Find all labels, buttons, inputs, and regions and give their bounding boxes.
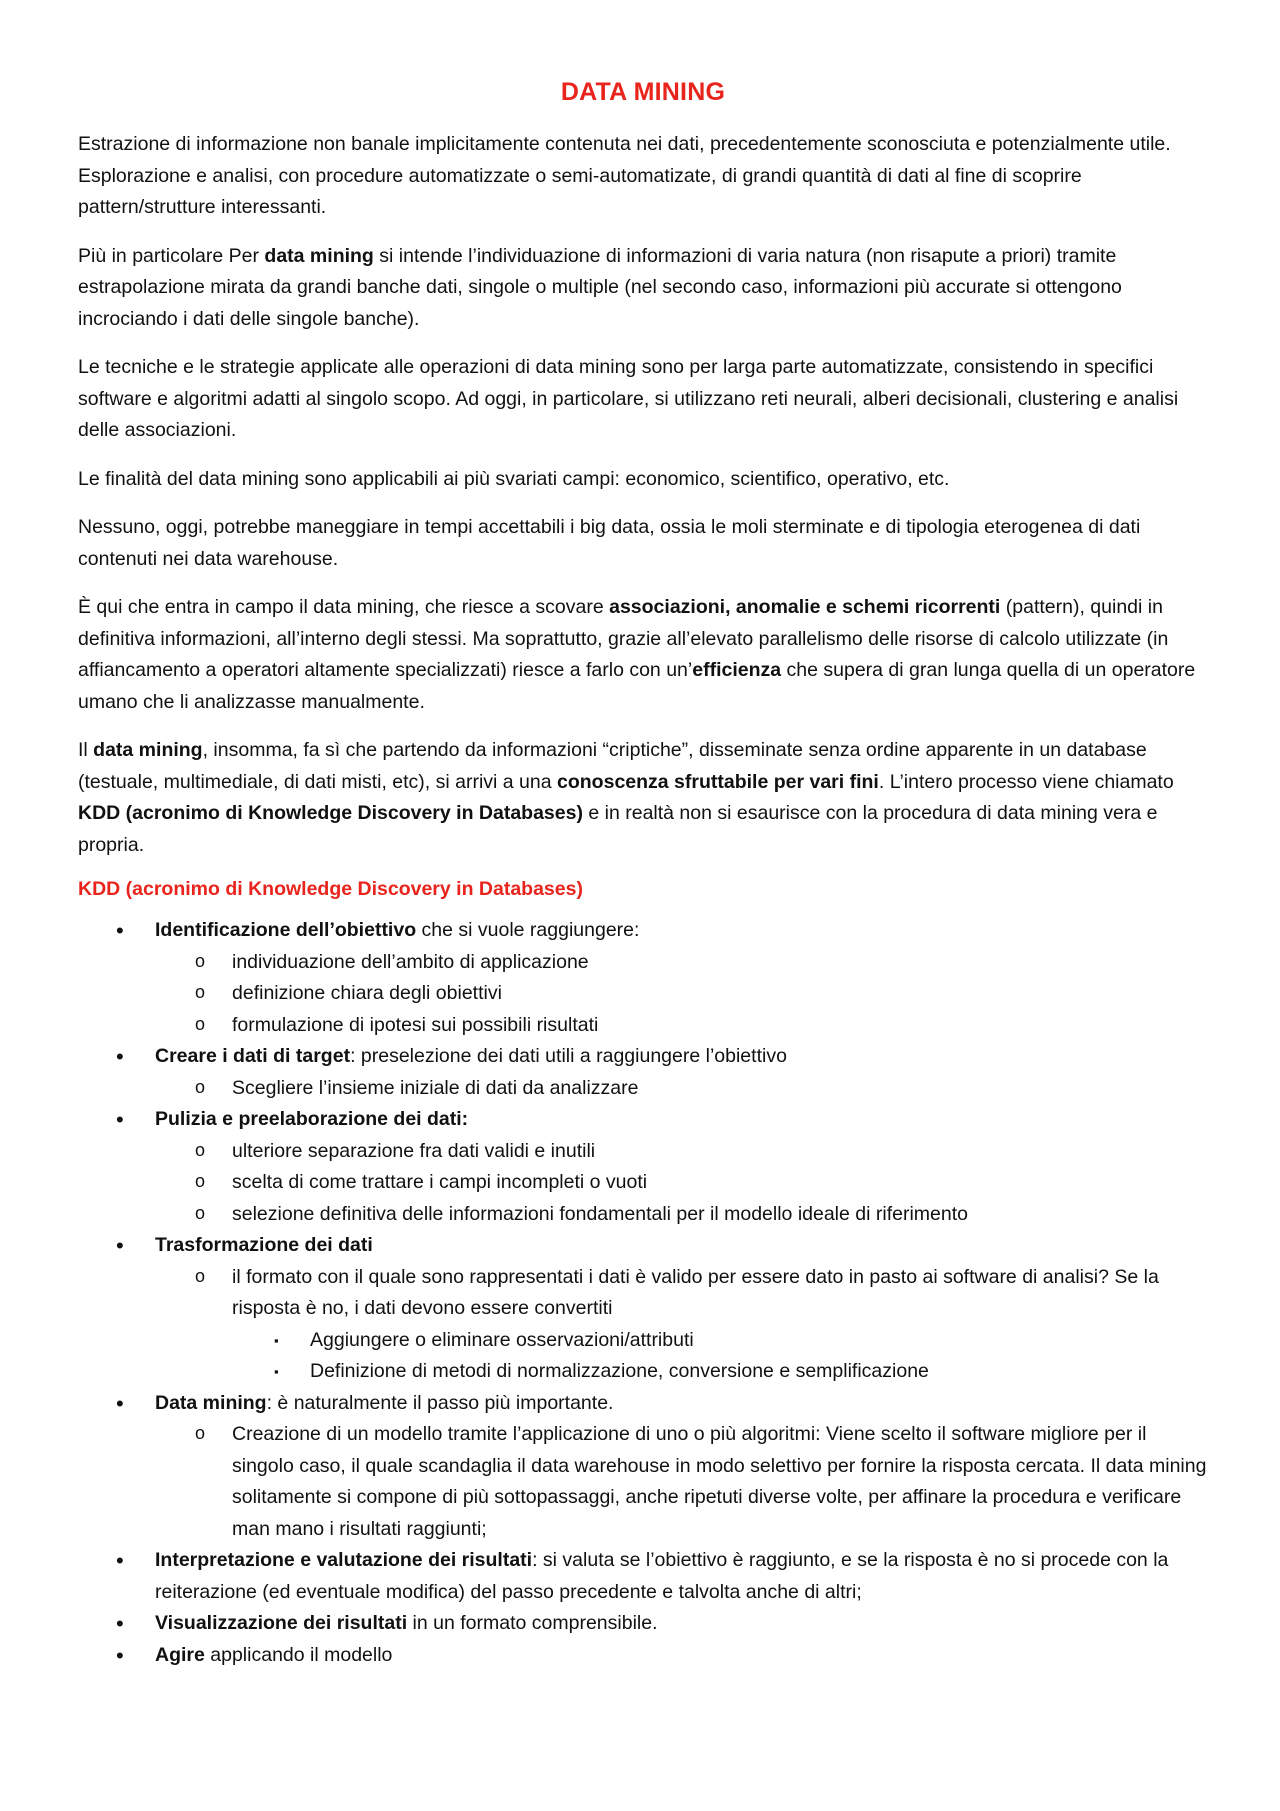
- paragraph-definition: Estrazione di informazione non banale implicitamente contenuta nei dati, precedentemente sconosciuta e potenzialmente utile. Esplorazione e analisi, con procedure automatizzate o semi-automatizate, di grandi quantità di dati al fine di scoprire pattern/strutture interessanti.: [78, 133, 1171, 218]
- list-item: • Pulizia e preelaborazione dei dati:: [78, 1104, 1208, 1136]
- list-subitem: o il formato con il quale sono rappresentati i dati è valido per essere dato in pasto ai software di analisi? Se la risposta è no, i dati devono essere convertiti: [78, 1262, 1208, 1325]
- bold-term: data mining: [264, 244, 374, 267]
- square-bullet-icon: ▪: [274, 1364, 279, 1379]
- bold-term: conoscenza sfruttabile per vari fini: [557, 770, 879, 793]
- paragraph-big-data: Nessuno, oggi, potrebbe maneggiare in tempi accettabili i big data, ossia le moli sterminate e di tipologia eterogenea di dati contenuti nei data warehouse.: [78, 516, 1141, 570]
- list-subsubitem: ▪ Aggiungere o eliminare osservazioni/attributi: [78, 1325, 1208, 1357]
- list-item: • Interpretazione e valutazione dei risultati: si valuta se l’obiettivo è raggiunto, e se la risposta è no si procede con la reiterazione (ed eventuale modifica) del passo precedente e talvolta anche di altri;: [78, 1545, 1208, 1608]
- bullet-icon: •: [116, 1611, 124, 1636]
- kdd-steps-list: [78, 915, 1208, 1671]
- paragraph-data-mining-detail: Più in particolare Per data mining si intende l’individuazione di informazioni di varia natura (non risapute a priori) tramite estrapolazione mirata da grandi banche dati, singole o multiple (nel secondo caso, informazioni più accurate si ottengono incrociando i dati delle singole banche).: [78, 244, 1122, 330]
- list-item: • Identificazione dell’obiettivo che si vuole raggiungere:: [78, 915, 1208, 947]
- square-bullet-icon: ▪: [274, 1332, 279, 1348]
- list-item: • Data mining: è naturalmente il passo più importante.: [78, 1388, 1208, 1420]
- bold-term: efficienza: [692, 659, 782, 681]
- circle-bullet-icon: o: [195, 1139, 206, 1160]
- circle-bullet-icon: o: [195, 982, 206, 1002]
- list-subitem: o definizione chiara degli obiettivi: [78, 978, 1208, 1010]
- circle-bullet-icon: o: [195, 1423, 206, 1443]
- section-heading-kdd: KDD (acronimo di Knowledge Discovery in Databases): [78, 878, 583, 900]
- list-subitem: o scelta di come trattare i campi incompleti o vuoti: [78, 1167, 1208, 1199]
- paragraph-kdd-intro: Il data mining, insomma, fa sì che partendo da informazioni “criptiche”, disseminate senza ordine apparente in un database (testuale, multimediale, di dati misti, etc), si arrivi a una conoscenza sfruttabile per vari fini. L’intero processo viene chiamato KDD (acronimo di Knowledge Discovery in Databases) e in realtà non si esaurisce con la procedura di data mining vera e propria.: [78, 739, 1174, 856]
- list-subitem: o Creazione di un modello tramite l’applicazione di uno o più algoritmi: Viene scelto il software migliore per il singolo caso, il quale scandaglia il data warehouse in modo selettivo per fornire la risposta cercata. Il data mining solitamente si compone di più sottopassaggi, anche ripetuti diverse volte, per affinare la procedura e verificare man mano i risultati raggiunti;: [78, 1419, 1208, 1545]
- bold-term: associazioni, anomalie e schemi ricorrenti: [609, 596, 1001, 618]
- list-subitem: o formulazione di ipotesi sui possibili risultati: [78, 1010, 1208, 1042]
- bullet-icon: •: [116, 918, 124, 943]
- paragraph-purposes: Le finalità del data mining sono applicabili ai più svariati campi: economico, scientifico, operativo, etc.: [78, 467, 950, 490]
- list-subitem: o individuazione dell’ambito di applicazione: [78, 947, 1208, 979]
- bullet-icon: •: [116, 1390, 124, 1416]
- bullet-icon: •: [116, 1642, 124, 1668]
- page-title: DATA MINING: [560, 78, 726, 106]
- list-subitem: o selezione definitiva delle informazioni fondamentali per il modello ideale di riferimento: [78, 1199, 1208, 1231]
- circle-bullet-icon: o: [195, 1265, 206, 1286]
- bullet-icon: •: [116, 1107, 124, 1132]
- circle-bullet-icon: o: [195, 1202, 206, 1223]
- circle-bullet-icon: o: [195, 1171, 206, 1191]
- list-item: • Creare i dati di target: preselezione dei dati utili a raggiungere l’obiettivo: [78, 1041, 1208, 1073]
- bullet-icon: •: [116, 1233, 124, 1258]
- list-subsubitem: ▪ Definizione di metodi di normalizzazione, conversione e semplificazione: [78, 1356, 1208, 1388]
- bold-term: KDD (acronimo di Knowledge Discovery in Databases): [78, 802, 583, 824]
- paragraph-patterns: È qui che entra in campo il data mining, che riesce a scovare associazioni, anomalie e schemi ricorrenti (pattern), quindi in definitiva informazioni, all’interno degli stessi. Ma soprattutto, grazie all’elevato parallelismo delle risorse di calcolo utilizzate (in affiancamento a operatori altamente specializzati) riesce a farlo con un’efficienza che supera di gran lunga quella di un operatore umano che li analizzasse manualmente.: [78, 596, 1196, 713]
- bullet-icon: •: [116, 1548, 124, 1573]
- list-item: • Trasformazione dei dati: [78, 1230, 1208, 1262]
- list-item: • Visualizzazione dei risultati in un formato comprensibile.: [78, 1608, 1208, 1640]
- bold-term: data mining: [93, 739, 203, 761]
- list-subitem: o ulteriore separazione fra dati validi e inutili: [78, 1136, 1208, 1168]
- list-subitem: o Scegliere l’insieme iniziale di dati da analizzare: [78, 1073, 1208, 1105]
- paragraph-techniques: Le tecniche e le strategie applicate alle operazioni di data mining sono per larga parte automatizzate, consistendo in specifici software e algoritmi adatti al singolo scopo. Ad oggi, in particolare, si utilizzano reti neurali, alberi decisionali, clustering e analisi delle associazioni.: [78, 356, 1179, 441]
- list-item: • Agire applicando il modello: [78, 1640, 1208, 1672]
- circle-bullet-icon: o: [195, 1013, 206, 1034]
- bullet-icon: •: [116, 1044, 124, 1069]
- circle-bullet-icon: o: [195, 1076, 206, 1097]
- circle-bullet-icon: o: [195, 950, 206, 971]
